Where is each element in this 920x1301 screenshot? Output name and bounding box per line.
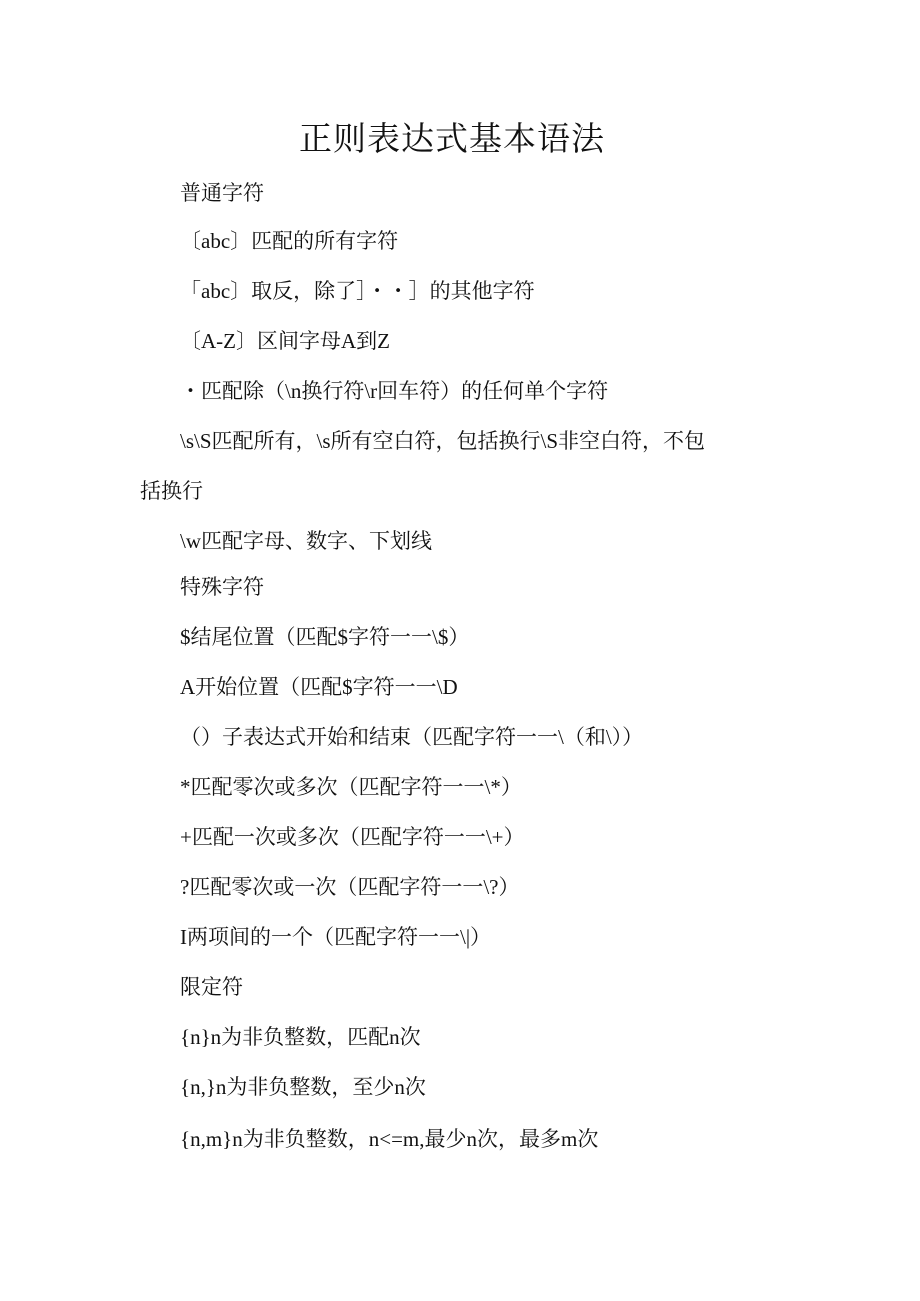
normal-char-paragraph [140, 426, 760, 506]
special-char-item: *匹配零次或多次（匹配字符一一\*） [180, 775, 522, 799]
normal-char-item: 〔A-Z〕区间字母A到Z [180, 329, 390, 353]
quantifier-item: {n,m}n为非负整数，n<=m,最少n次，最多m次 [180, 1127, 599, 1151]
section-heading-special-chars: 特殊字符 [180, 575, 264, 599]
section-heading-normal-chars: 普通字符 [180, 181, 264, 205]
special-char-item: $结尾位置（匹配$字符一一\$） [180, 625, 470, 649]
special-char-item: ?匹配零次或一次（匹配字符一一\?） [180, 875, 520, 899]
normal-char-item: \s\S匹配所有，\s所有空白符，包括换行\S非空白符，不包 [180, 429, 706, 453]
special-char-item: I两项间的一个（匹配字符一一\|） [180, 925, 492, 949]
quantifier-item: {n}n为非负整数，匹配n次 [180, 1025, 421, 1049]
normal-char-item: 「abc〕取反，除了］・・］的其他字符 [180, 279, 535, 303]
special-char-item: （）子表达式开始和结束（匹配字符一一\（和\）） [180, 725, 644, 749]
normal-char-item: \w匹配字母、数字、下划线 [180, 529, 432, 553]
special-char-item: A开始位置（匹配$字符一一\D [180, 675, 458, 699]
special-char-item: +匹配一次或多次（匹配字符一一\+） [180, 825, 525, 849]
page-title: 正则表达式基本语法 [299, 122, 605, 158]
normal-char-item: ・匹配除（\n换行符\r回车符）的任何单个字符 [180, 379, 609, 403]
quantifier-item: {n,}n为非负整数，至少n次 [180, 1075, 426, 1099]
normal-char-item-continuation: 括换行 [140, 479, 203, 503]
normal-char-item: 〔abc〕匹配的所有字符 [180, 229, 399, 253]
section-heading-quantifiers: 限定符 [180, 975, 243, 999]
